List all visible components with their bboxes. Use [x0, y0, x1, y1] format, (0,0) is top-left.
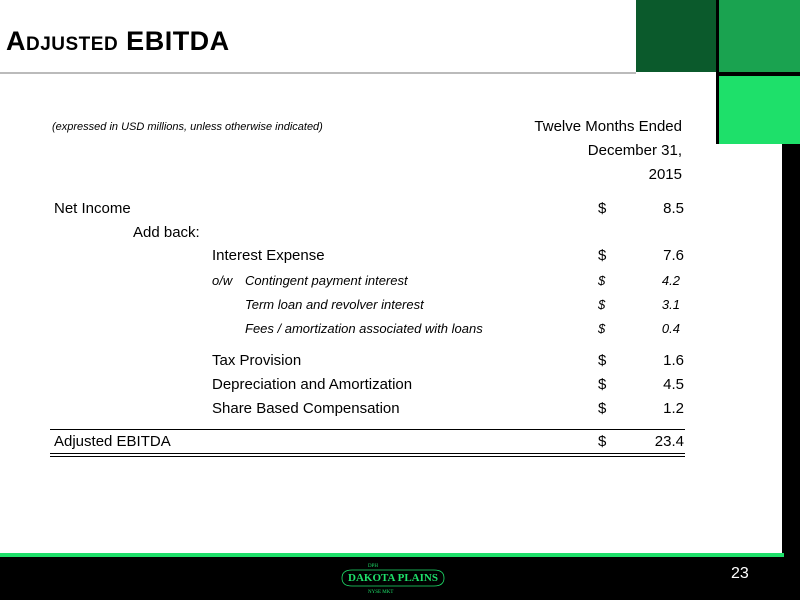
- column-header-line3: 2015: [648, 166, 682, 183]
- share-comp-dollar: $: [598, 400, 607, 417]
- term-loan-label: Term loan and revolver interest: [245, 297, 424, 312]
- interest-expense-label: Interest Expense: [212, 247, 325, 264]
- decor-square-mid: [719, 0, 800, 72]
- logo-tag-top: DPH: [368, 564, 379, 569]
- decor-square-light: [719, 76, 800, 144]
- total-rule-double: [50, 456, 685, 457]
- depreciation-label: Depreciation and Amortization: [212, 376, 413, 393]
- total-rule-top: [50, 429, 685, 430]
- net-income-value: 8.5: [663, 200, 684, 217]
- footer-accent-line: [0, 553, 784, 557]
- depreciation-value: 4.5: [663, 376, 684, 393]
- contingent-value: 4.2: [661, 273, 680, 288]
- fees-value: 0.4: [661, 321, 680, 336]
- share-comp-value: 1.2: [663, 400, 684, 417]
- term-loan-value: 3.1: [661, 297, 680, 312]
- company-logo: [338, 560, 448, 596]
- contingent-dollar: $: [598, 273, 606, 288]
- page-number: 23: [731, 565, 749, 582]
- share-comp-label: Share Based Compensation: [212, 400, 400, 417]
- interest-expense-value: 7.6: [663, 247, 684, 264]
- decor-divider: [716, 72, 800, 76]
- adjusted-ebitda-label: Adjusted EBITDA: [54, 433, 171, 450]
- term-loan-dollar: $: [598, 297, 606, 312]
- column-header-line1: Twelve Months Ended: [534, 118, 682, 135]
- adjusted-ebitda-dollar: $: [598, 433, 607, 450]
- tax-provision-label: Tax Provision: [212, 352, 302, 369]
- depreciation-dollar: $: [598, 376, 607, 393]
- contingent-label: Contingent payment interest: [245, 273, 408, 288]
- page-title: Adjusted EBITDA: [6, 26, 230, 56]
- total-rule-double: [50, 453, 685, 454]
- tax-provision-value: 1.6: [663, 352, 684, 369]
- units-note: (expressed in USD millions, unless otherwise indicated): [52, 121, 323, 133]
- net-income-dollar: $: [598, 200, 607, 217]
- tax-provision-dollar: $: [598, 352, 607, 369]
- fees-label: Fees / amortization associated with loans: [245, 321, 483, 336]
- contingent-prefix: o/w: [212, 273, 233, 288]
- fees-dollar: $: [598, 321, 606, 336]
- logo-tag-bottom: NYSE MKT: [368, 590, 394, 595]
- interest-expense-dollar: $: [598, 247, 607, 264]
- logo-text: DAKOTA PLAINS: [348, 572, 438, 584]
- column-header-line2: December 31,: [587, 142, 682, 159]
- adjusted-ebitda-value: 23.4: [654, 433, 684, 450]
- decor-border-right: [782, 144, 800, 556]
- add-back-label: Add back:: [133, 224, 200, 241]
- net-income-label: Net Income: [54, 200, 131, 217]
- decor-square-dark: [636, 0, 716, 72]
